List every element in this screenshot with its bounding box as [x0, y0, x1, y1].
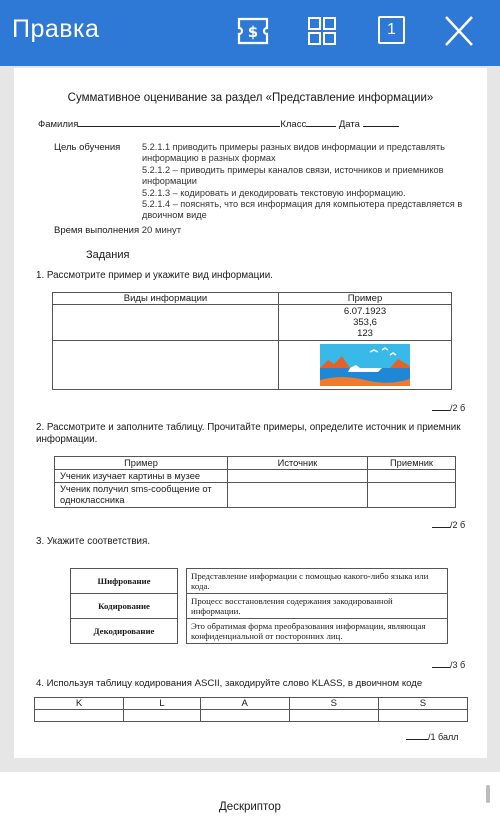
example-cell: Ученик изучает картины в музее	[55, 470, 228, 483]
next-page[interactable]	[0, 772, 500, 826]
question-3: 3. Укажите соответствия.	[36, 536, 151, 547]
answer-cell[interactable]	[53, 341, 279, 390]
answer-cell[interactable]	[289, 710, 378, 722]
seascape-picture	[320, 344, 410, 386]
letter-cell: L	[124, 698, 200, 710]
student-info-row	[38, 118, 399, 130]
tasks-heading: Задания	[86, 249, 130, 261]
time-value: 20 минут	[141, 225, 182, 236]
example-value: 6.07.1923	[343, 306, 387, 317]
answer-cell[interactable]	[53, 305, 279, 341]
table-header: Источник	[228, 457, 368, 470]
doc-title: Суммативное оценивание за раздел «Представление информации»	[67, 92, 434, 104]
svg-text:$: $	[247, 23, 259, 41]
table-header: Виды информации	[53, 293, 279, 305]
question-1: 1. Рассмотрите пример и укажите вид информации.	[36, 270, 273, 281]
score-4: /1 балл	[406, 732, 458, 742]
answer-cell[interactable]	[124, 710, 200, 722]
page-number-button[interactable]: 1	[378, 16, 405, 44]
term-cell[interactable]: Кодирование	[71, 594, 178, 619]
example-cell: Ученик получил sms-сообщение от одноклассника	[55, 483, 228, 508]
time-row	[54, 225, 181, 236]
table-header: Пример	[55, 457, 228, 470]
term-cell[interactable]: Шифрование	[71, 569, 178, 594]
letter-cell: K	[35, 698, 124, 710]
score-3: /3 б	[432, 660, 465, 670]
example-picture-cell	[279, 341, 452, 390]
surname-line	[78, 118, 280, 127]
date-line	[363, 118, 399, 127]
answer-cell[interactable]	[378, 710, 467, 722]
descriptor-heading: Дескриптор	[219, 801, 281, 813]
table-header: Пример	[279, 293, 452, 305]
time-label: Время выполнения	[54, 225, 140, 236]
objectives-label: Цель обучения	[54, 142, 121, 153]
app-title: Правка	[12, 15, 100, 43]
close-icon[interactable]	[441, 14, 477, 48]
surname-label: Фамилия	[38, 119, 79, 130]
table-info-types	[52, 292, 452, 390]
definition-cell[interactable]: Представление информации с помощью какого-либо языка или кода.	[187, 569, 448, 594]
letter-cell: A	[200, 698, 289, 710]
example-numbers	[279, 305, 452, 341]
objective-item: 5.2.1.1 приводить примеры разных видов информации и представлять информацию в разных формах	[142, 142, 445, 164]
answer-cell[interactable]	[35, 710, 124, 722]
example-value: 123	[357, 328, 373, 339]
objective-item: 5.2.1.2 – приводить примеры каналов связи, источников и приемников информации	[142, 164, 444, 187]
score-2: /2 б	[432, 520, 465, 530]
question-4: 4. Используя таблицу кодирования ASCII, закодируйте слово KLASS, в двоичном коде	[36, 678, 423, 689]
dollar-document-icon[interactable]	[235, 14, 271, 48]
table-source-receiver	[54, 456, 456, 508]
answer-cell[interactable]	[200, 710, 289, 722]
top-app-bar	[0, 0, 500, 66]
definition-cell[interactable]: Процесс восстановления содержания закодированной информации.	[187, 594, 448, 619]
grid-view-icon[interactable]	[304, 14, 340, 48]
objectives-list	[142, 142, 482, 222]
answer-cell[interactable]	[368, 470, 456, 483]
objective-item: 5.2.1.3 – кодировать и декодировать текстовую информацию.	[142, 187, 406, 198]
answer-cell[interactable]	[368, 483, 456, 508]
document-page[interactable]	[14, 68, 487, 758]
term-cell[interactable]: Декодирование	[71, 619, 178, 644]
definition-cell[interactable]: Это обратимая форма преобразования информации, являющая конфиденциальной от посторонних лиц.	[187, 619, 448, 644]
table-matching	[70, 568, 448, 644]
class-label: Класс	[280, 119, 307, 130]
table-ascii	[34, 697, 468, 722]
class-line	[306, 118, 336, 127]
letter-cell: S	[378, 698, 467, 710]
objective-item: 5.2.1.4 – пояснять, что вся информация для компьютера представляется в двоичном виде	[142, 199, 463, 221]
answer-cell[interactable]	[228, 470, 368, 483]
letter-cell: S	[289, 698, 378, 710]
question-2: 2. Рассмотрите и заполните таблицу. Прочитайте примеры, определите источник и приемник информации.	[36, 422, 461, 445]
answer-cell[interactable]	[228, 483, 368, 508]
example-value: 353,6	[353, 317, 377, 328]
table-header: Приемник	[368, 457, 456, 470]
date-label: Дата	[338, 119, 360, 130]
score-1: /2 б	[432, 403, 465, 413]
scrollbar-thumb[interactable]	[486, 785, 490, 803]
